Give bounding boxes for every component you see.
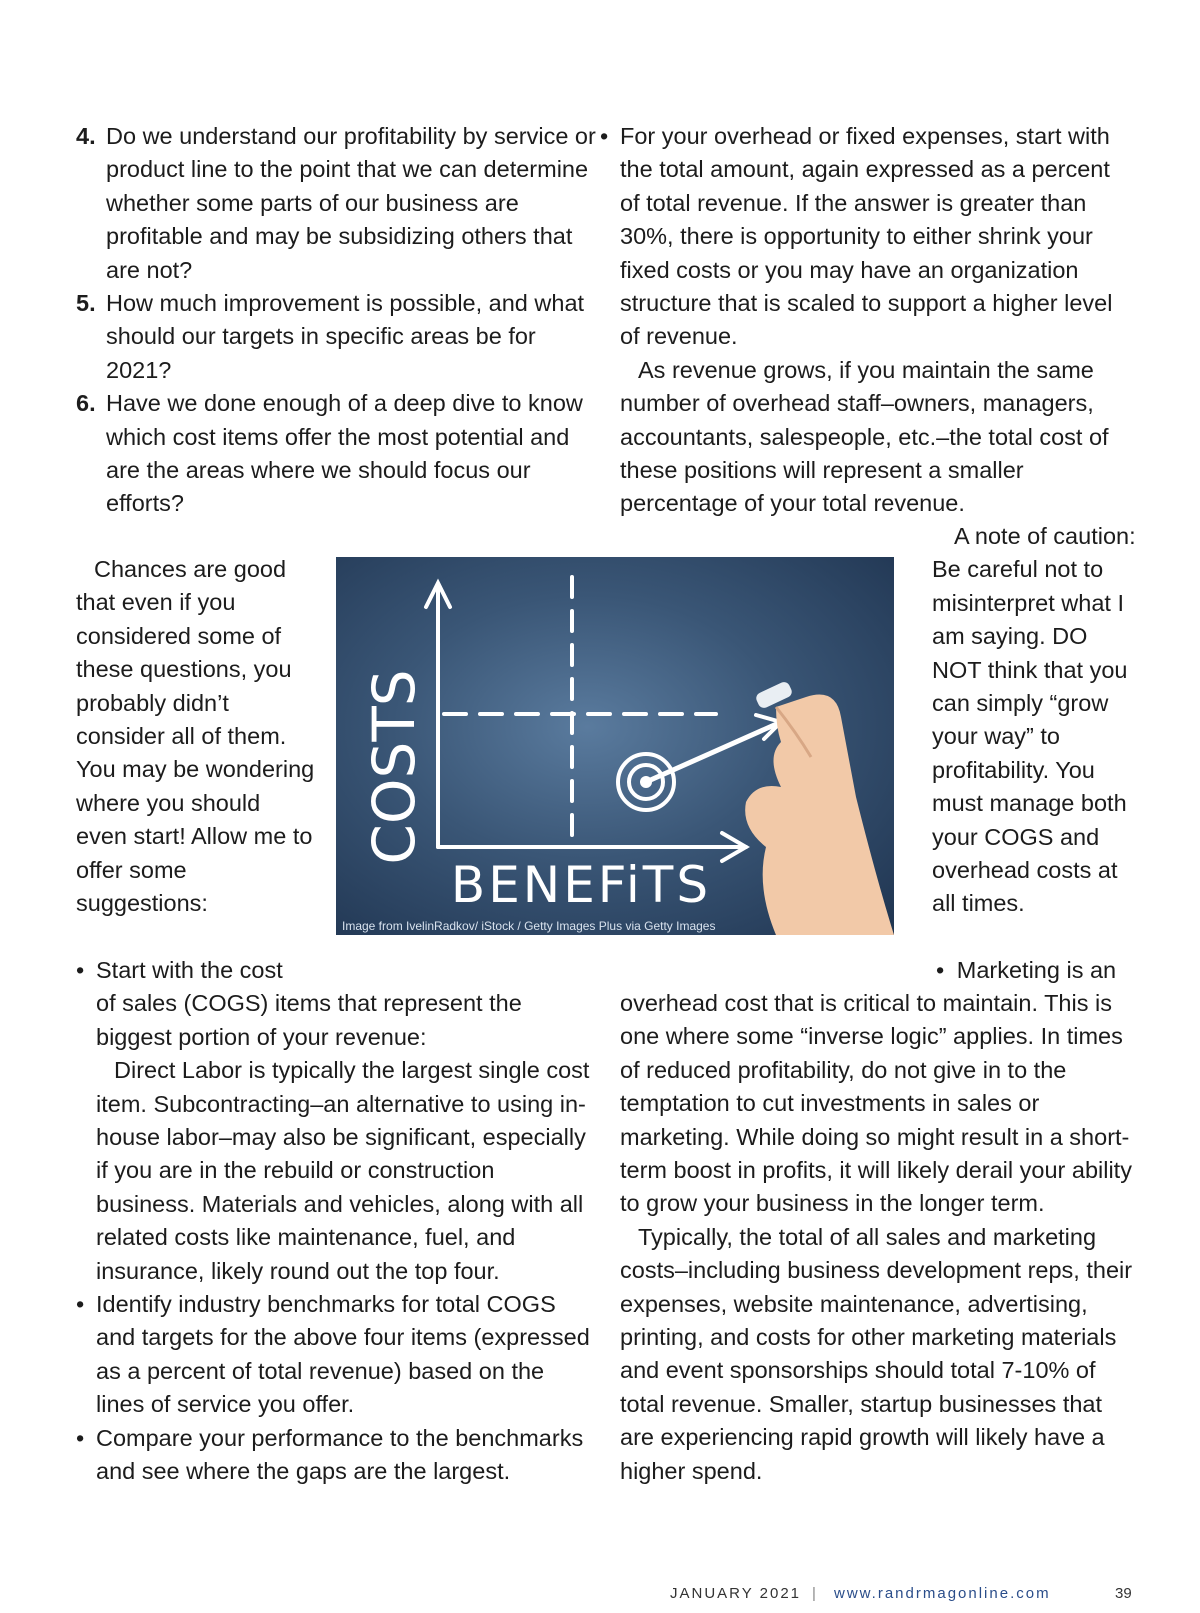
bullet-item <box>76 1422 596 1489</box>
question-text: Have we done enough of a deep dive to know which cost items offer the most potential and are the areas where we should focus our efforts? <box>106 390 583 517</box>
footer-separator: | <box>812 1585 818 1602</box>
costs-label: COSTS <box>360 669 428 865</box>
bullet-lead-text: Start with the cost <box>96 957 283 983</box>
page-number: 39 <box>1115 1585 1132 1602</box>
bullet-dot: • <box>76 1424 85 1451</box>
image-credit: Image from IvelinRadkov/ iStock / Getty Images Plus via Getty Images <box>342 919 716 933</box>
bullet-item <box>76 954 596 1288</box>
typically-paragraph: Typically, the total of all sales and marketing costs–including business development reps, their expenses, website maintenance, advertising, printing, and costs for other marketing materials and event sponsorships should total 7-10% of total revenue. Smaller, startup businesses that are experiencing rapid growth will likely have a higher spend. <box>620 1223 1133 1484</box>
question-text: How much improvement is possible, and what should our targets in specific areas be for 2021? <box>106 290 585 383</box>
caution-paragraph <box>932 520 1142 921</box>
marketing-lead-text: Marketing is an <box>956 957 1117 983</box>
marketing-bullet-lead <box>936 954 1146 987</box>
bullet-item <box>76 1288 596 1422</box>
question-text: Do we understand our profitability by service or product line to the point that we can determine whether some parts of our business are profitable and may be subsidizing others that are not? <box>106 123 596 283</box>
direct-labor-paragraph: Direct Labor is typically the largest single cost item. Subcontracting–an alternative to using in-house labor–may also be significant, especially if you are in the rebuild or construction business. Materials and vehicles, along with all related costs like maintenance, fuel, and insurance, likely round out the top four. <box>96 1057 590 1284</box>
question-number: 5. <box>76 290 96 317</box>
website-link[interactable]: www.randrmagonline.com <box>834 1585 1051 1602</box>
benefits-label: BENEFiTS <box>450 856 712 914</box>
target-center <box>640 776 652 788</box>
page-footer <box>0 1585 1200 1605</box>
bullet-text: Compare your performance to the benchmarks and see where the gaps are the largest. <box>96 1424 584 1485</box>
marketing-text: overhead cost that is critical to maintain. This is one where some “inverse logic” applies. In times of reduced profitability, do not give in to the temptation to cut investments in sales or marketing. While doing so might result in a short-term boost in profits, it will likely derail your ability to grow your business in the longer term. <box>620 990 1132 1217</box>
chances-paragraph: Chances are good that even if you considered some of these questions, you probably didn’t consider all of them. You may be wondering where you should even start! Allow me to offer some suggestions: <box>76 556 315 917</box>
question-item <box>76 287 596 387</box>
overhead-section <box>600 120 1130 521</box>
question-number: 4. <box>76 123 96 149</box>
target-arrow <box>646 722 781 782</box>
costs-benefits-illustration <box>336 557 894 935</box>
issue-date: JANUARY 2021 <box>670 1585 802 1602</box>
bullet-text: Identify industry benchmarks for total COGS and targets for the above four items (expressed as a percent of total revenue) based on the lines of service you offer. <box>96 1291 590 1418</box>
bullet-dot: • <box>936 957 945 983</box>
question-number: 6. <box>76 390 96 417</box>
marketing-section <box>620 987 1140 1488</box>
bullet-item <box>600 120 1130 354</box>
bullet-dot: • <box>76 957 85 983</box>
caution-text: A note of caution: Be careful not to misinterpret what I am saying. DO NOT think that you can simply “grow your way” to profitability. You must manage both your COGS and overhead costs at all times. <box>932 523 1136 917</box>
costs-benefits-photo <box>336 557 894 935</box>
overhead-bullet-text: For your overhead or fixed expenses, start with the total amount, again expressed as a percent of total revenue. If the answer is greater than 30%, there is opportunity to either shrink your fixed costs or you may have an organization structure that is scaled to support a higher level of revenue. <box>620 123 1113 350</box>
bullet-dot: • <box>600 123 609 149</box>
question-item <box>76 120 596 287</box>
bullet-text: of sales (COGS) items that represent the biggest portion of your revenue: <box>96 990 522 1050</box>
cogs-section <box>76 954 596 1489</box>
bullet-dot: • <box>76 1291 85 1318</box>
question-item <box>76 387 596 521</box>
revenue-paragraph: As revenue grows, if you maintain the same number of overhead staff–owners, managers, accountants, salespeople, etc.–the total cost of these positions will represent a smaller percentage of your total revenue. <box>620 356 1109 517</box>
question-list <box>76 120 596 521</box>
